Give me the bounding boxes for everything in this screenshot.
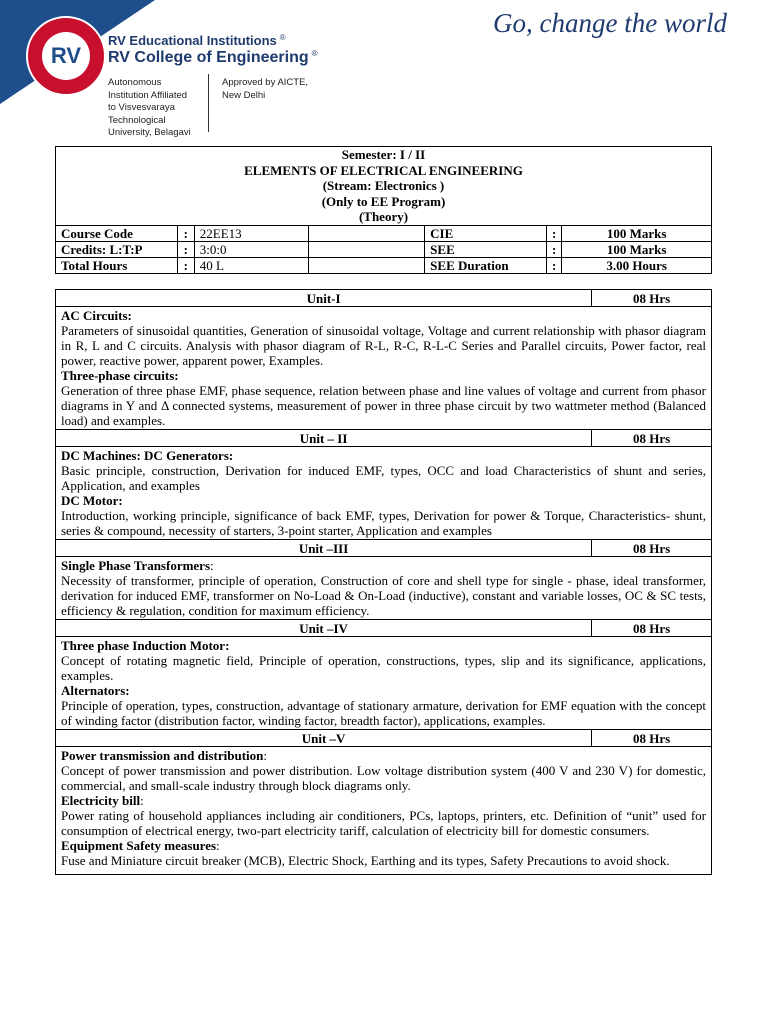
course-info-table [55,146,712,274]
unit-content [56,447,712,540]
unit-title: Unit-I [56,290,592,307]
approval-text: Approved by AICTE, New Delhi [222,77,309,101]
college-logo [26,16,106,96]
section-text: Parameters of sinusoidal quantities, Generation of sinusoidal voltage, Voltage and current relationship with phasor diagram in R, L and C circuits. Analysis with phasor diagram of R-L, R-C, R-L-C Series and Parallel circuits, Power factor, real power, reactive power, apparent power, Examples. [61,323,706,368]
course-title: ELEMENTS OF ELECTRICAL ENGINEERING [244,162,523,178]
unit-hours: 08 Hrs [592,430,712,447]
unit-content [56,637,712,730]
section-text: Introduction, working principle, significance of back EMF, types, Derivation for power & Torque, Characteristics- shunt, series & compound, necessity of starters, 3-point starter, Application and examples [61,508,706,538]
unit-hours: 08 Hrs [592,730,712,747]
section-text: Necessity of transformer, principle of operation, Construction of core and shell type for single - phase, ideal transformer, derivation for induced EMF, transformer on No-Load & On-Load (inductive), constant and variable losses, OC & SC tests, efficiency & regulation, condition for maximum efficiency. [61,573,706,618]
unit-header [56,540,712,557]
course-type: (Theory) [358,209,409,224]
unit-header [56,290,712,307]
section-heading: Three phase Induction Motor: [61,638,230,653]
section-heading: DC Motor: [61,493,123,508]
section-text: Basic principle, construction, Derivation for induced EMF, types, OCC and load Characteristics of shunt and series, Application, and examples [61,463,706,493]
unit-content [56,307,712,430]
unit-title: Unit –V [56,730,592,747]
unit-hours: 08 Hrs [592,540,712,557]
section-text: Principle of operation, types, construction, advantage of stationary armature, derivation for EMF equation with the concept of winding factor (distribution factor, winding factor, breadth factor), applications, examples. [61,698,706,728]
unit-header [56,430,712,447]
section-heading: Power transmission and distribution: [61,748,268,763]
section-text: Fuse and Miniature circuit breaker (MCB), Electric Shock, Earthing and its types, Safety Precautions to avoid shock. [61,853,670,868]
section-heading: AC Circuits: [61,308,132,323]
course-row: Course Code : 22EE13 CIE : 100 Marks [56,225,712,241]
section-text: Concept of rotating magnetic field, Principle of operation, constructions, types, slip and its significance, applications, examples. [61,653,706,683]
unit-hours: 08 Hrs [592,620,712,637]
unit-content [56,557,712,620]
college-name: RV College of Engineering ® [108,49,318,66]
section-heading: Equipment Safety measures: [61,838,220,853]
course-program: (Only to EE Program) [321,193,446,209]
header-divider [208,74,209,132]
section-heading: Three-phase circuits: [61,368,179,383]
course-row: Total Hours : 40 L SEE Duration : 3.00 Hours [56,257,712,273]
unit-title: Unit – II [56,430,592,447]
affiliation-text: Autonomous Institution Affiliated to Visvesvaraya Technological University, Belagavi [108,77,191,138]
course-heading [56,147,712,226]
unit-title: Unit –IV [56,620,592,637]
tagline: Go, change the world [493,8,727,38]
institution-group: RV Educational Institutions ® [108,33,286,48]
syllabus-table [55,289,712,875]
unit-header [56,620,712,637]
section-text: Concept of power transmission and power distribution. Low voltage distribution system (400 V and 230 V) for domestic, commercial, and small-scale industry through block diagrams only. [61,763,706,793]
section-text: Power rating of household appliances including air conditioners, PCs, laptops, printers, etc. Definition of “unit” used for consumption of electrical energy, two-part electricity tariff, calculation of electricity bill for domestic consumers. [61,808,706,838]
section-heading: Alternators: [61,683,130,698]
course-stream: (Stream: Electronics ) [322,178,445,193]
section-heading: Single Phase Transformers: [61,558,214,573]
course-row: Credits: L:T:P : 3:0:0 SEE : 100 Marks [56,241,712,257]
semester: Semester: I / II [341,147,426,162]
section-heading: Electricity bill: [61,793,144,808]
section-heading: DC Machines: DC Generators: [61,448,234,463]
unit-content [56,747,712,875]
logo-text: RV [42,32,90,80]
unit-hours: 08 Hrs [592,290,712,307]
section-text: Generation of three phase EMF, phase sequence, relation between phase and line values of voltage and current from phasor diagrams in Y and Δ connected systems, measurement of power in three phase circuit by two wattmeter method (Balanced load) and examples. [61,383,706,428]
unit-title: Unit –III [56,540,592,557]
unit-header [56,730,712,747]
